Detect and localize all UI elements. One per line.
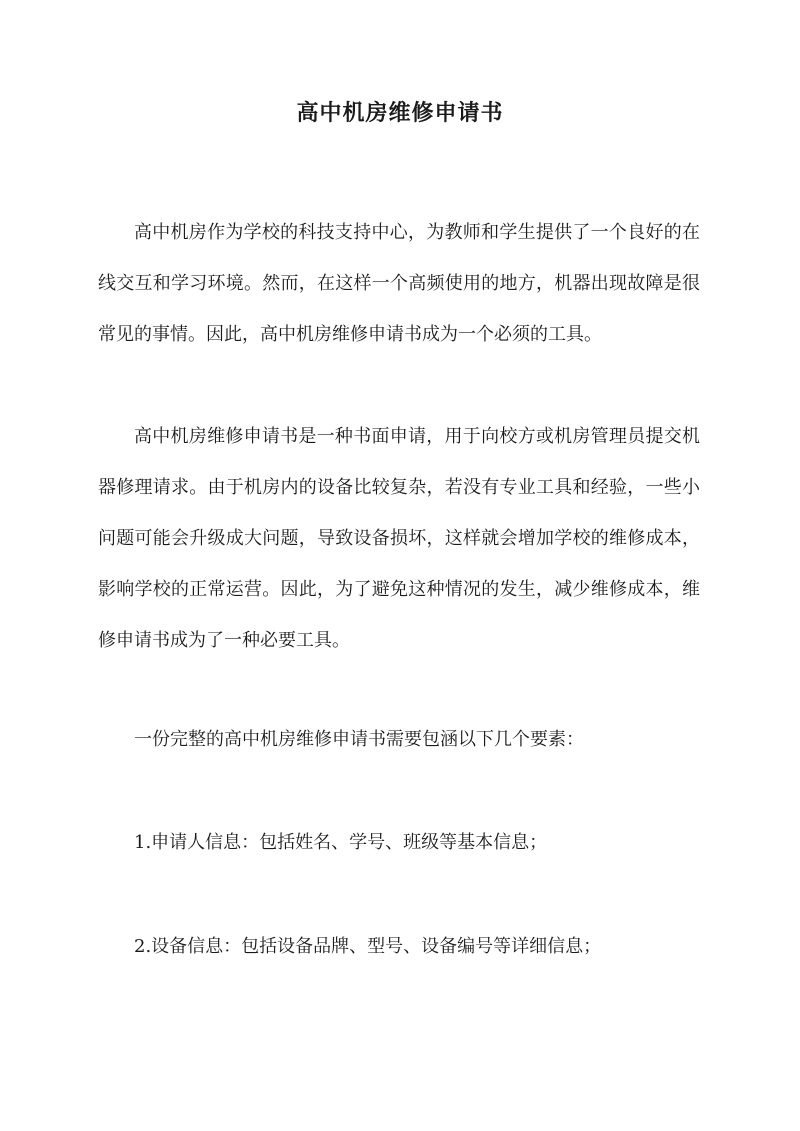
paragraph-elements-lead: 一份完整的高中机房维修申请书需要包涵以下几个要素：: [134, 729, 584, 750]
document-title: 高中机房维修申请书: [296, 100, 504, 126]
paragraph-purpose: 高中机房维修申请书是一种书面申请，用于向校方或机房管理员提交机器修理请求。由于机房内的设备比较复杂，若没有专业工具和经验，一些小问题可能会升级成大问题，导致设备损坏，这样就会增加学校的维修成本，影响学校的正常运营。因此，为了避免这种情况的发生，减少维修成本，维修申请书成为了一种必要工具。: [98, 426, 700, 651]
list-item-applicant-info: 1.申请人信息：包括姓名、学号、班级等基本信息；: [134, 832, 548, 853]
list-item-device-info: 2.设备信息：包括设备品牌、型号、设备编号等详细信息；: [134, 936, 602, 957]
paragraph-intro: 高中机房作为学校的科技支持中心，为教师和学生提供了一个良好的在线交互和学习环境。然而，在这样一个高频使用的地方，机器出现故障是很常见的事情。因此，高中机房维修申请书成为一个必须的工具。: [98, 222, 700, 345]
